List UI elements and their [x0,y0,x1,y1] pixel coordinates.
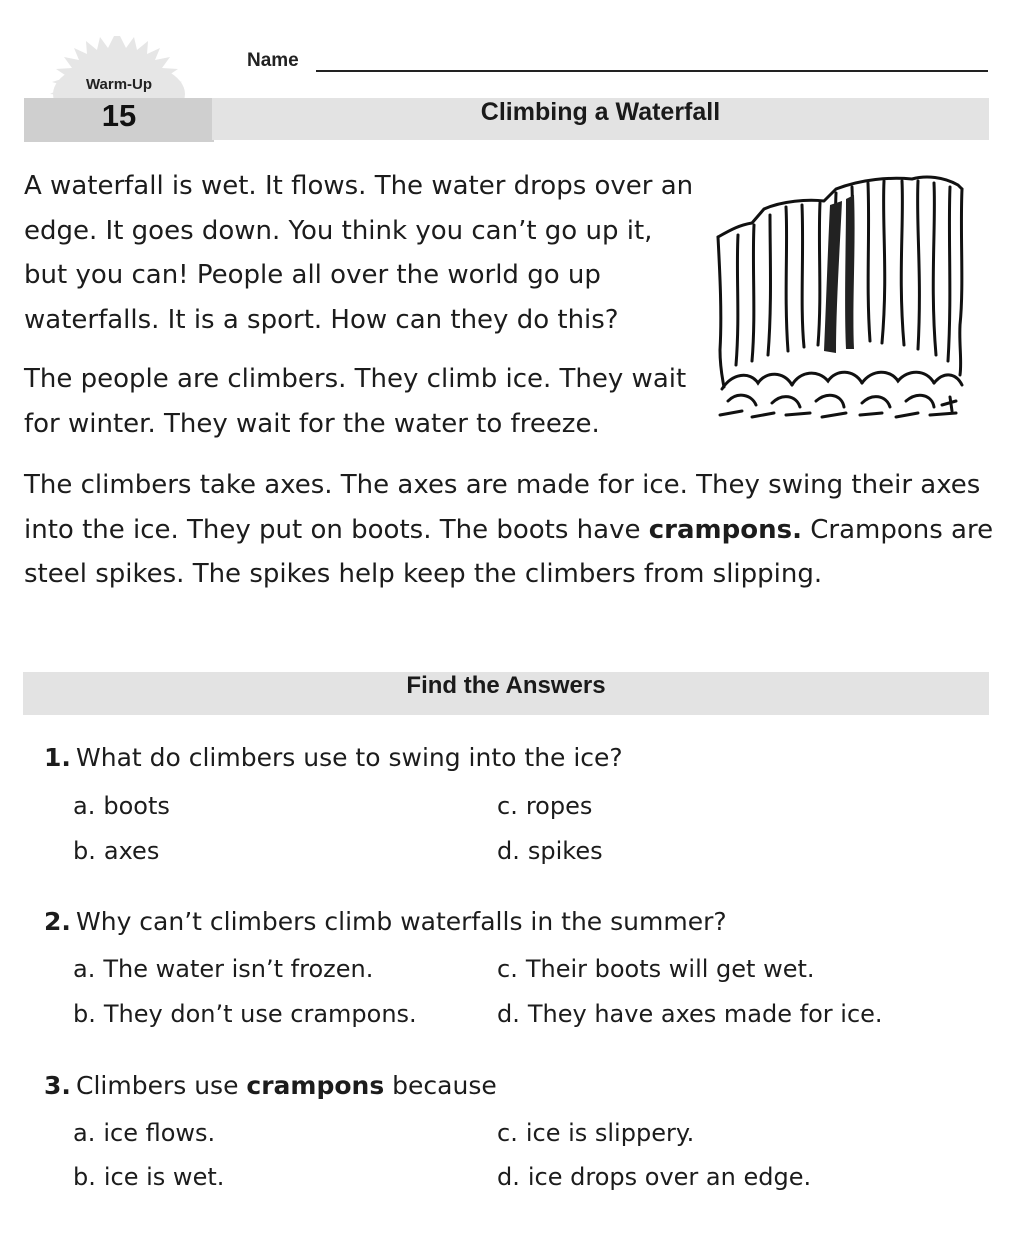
option-letter: a. [73,1119,96,1147]
option-text: ropes [525,792,593,820]
section-title: Find the Answers [406,672,606,699]
name-input-line[interactable] [316,70,988,72]
answer-option-2a[interactable] [73,954,373,984]
option-text: ice drops over an edge. [527,1163,812,1191]
waterfall-icon [712,165,974,427]
question-text: because [384,1071,497,1100]
option-letter: a. [73,955,96,983]
name-label: Name [247,50,299,71]
answer-option-1c[interactable] [497,791,592,821]
answer-option-2c[interactable] [497,954,815,984]
vocab-word: crampons. [648,514,802,545]
option-letter: d. [497,1163,520,1191]
answer-option-2b[interactable] [73,999,417,1029]
passage-text: Crampons are steel spikes. The spikes help keep the climbers from slipping. [24,514,994,589]
option-text: boots [103,792,170,820]
option-text: The water isn’t frozen. [103,955,374,983]
option-letter: d. [497,837,520,865]
question-text: Why can’t climbers climb waterfalls in the summer? [76,907,727,936]
answer-option-1b[interactable] [73,836,159,866]
vocab-word: crampons [246,1071,385,1100]
option-letter: b. [73,1000,96,1028]
warm-up-badge [24,34,224,142]
question-number: 3. [44,1071,71,1100]
option-text: spikes [527,837,603,865]
option-text: They have axes made for ice. [527,1000,883,1028]
answer-option-1d[interactable] [497,836,603,866]
question-1 [44,743,623,773]
section-bar [23,672,989,715]
option-text: Their boots will get wet. [525,955,815,983]
passage-paragraph-2: The people are climbers. They climb ice. They wait for winter. They wait for the water to freeze. [24,364,687,439]
waterfall-illustration [712,165,974,427]
option-letter: c. [497,955,518,983]
badge-label: Warm-Up [85,76,153,93]
question-number: 1. [44,743,71,772]
answer-option-3a[interactable] [73,1118,215,1148]
option-text: ice is slippery. [525,1119,695,1147]
option-letter: d. [497,1000,520,1028]
option-text: ice is wet. [103,1163,225,1191]
answer-option-1a[interactable] [73,791,170,821]
option-text: axes [103,837,160,865]
option-letter: c. [497,1119,518,1147]
question-2 [44,907,727,937]
question-text: What do climbers use to swing into the ice? [76,743,623,772]
badge-number: 15 [101,98,137,133]
question-text: Climbers use [76,1071,247,1100]
answer-option-2d[interactable] [497,999,883,1029]
answer-option-3b[interactable] [73,1162,224,1192]
option-letter: a. [73,792,96,820]
option-letter: c. [497,792,518,820]
question-3 [44,1071,497,1101]
option-letter: b. [73,837,96,865]
title-bar [212,98,989,140]
page-title: Climbing a Waterfall [480,98,721,126]
option-letter: b. [73,1163,96,1191]
answer-option-3c[interactable] [497,1118,694,1148]
option-text: They don’t use crampons. [103,1000,417,1028]
passage-text: The climbers take axes. The axes are made for ice. They swing their axes into the ice. They put on boots. The boots have [24,470,981,545]
answer-option-3d[interactable] [497,1162,811,1192]
question-number: 2. [44,907,71,936]
passage-paragraph-3 [24,463,994,597]
option-text: ice flows. [103,1119,216,1147]
passage-paragraph-1: A waterfall is wet. It flows. The water drops over an edge. It goes down. You think you can’t go up it, but you can! People all over the world go up waterfalls. It is a sport. How can they do this? [24,171,694,335]
